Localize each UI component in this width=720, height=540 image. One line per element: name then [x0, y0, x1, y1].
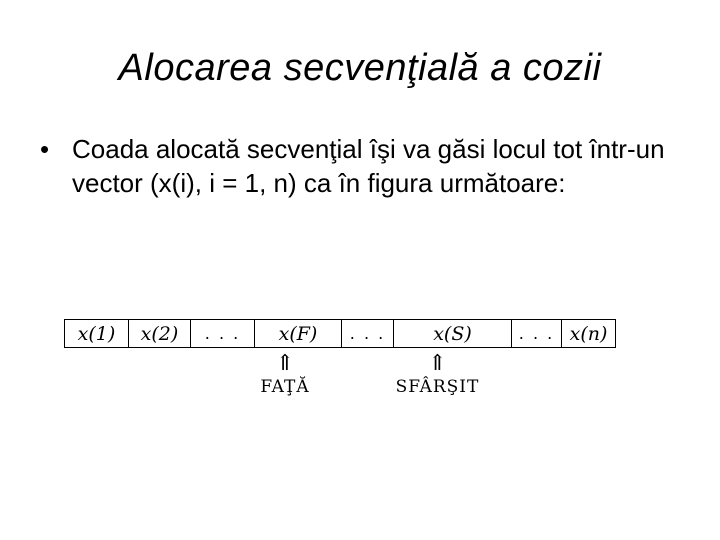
front-label: FAŢĂ	[260, 377, 310, 397]
rear-label: SFÂRŞIT	[395, 377, 480, 397]
vector-cell: x(n)	[569, 322, 608, 345]
vector-cell: x(1)	[65, 320, 129, 347]
slide-title: Alocarea secvenţială a cozii	[118, 47, 602, 89]
rear-pointer	[380, 352, 495, 398]
vector-cell-ellipsis: . . .	[191, 320, 255, 347]
bullet-marker: •	[40, 134, 50, 164]
front-pointer	[245, 352, 325, 398]
vector-cell-ellipsis: . . .	[512, 320, 562, 347]
vector-cell-ellipsis: . . .	[342, 320, 394, 347]
double-up-arrow-icon: ⇑	[428, 351, 447, 376]
queue-vector	[64, 319, 616, 348]
vector-cell-front: x(F)	[255, 320, 342, 347]
vector-cell: x(2)	[129, 320, 191, 347]
bullet-item	[40, 132, 680, 200]
vector-cell-rear: x(S)	[394, 320, 512, 347]
double-up-arrow-icon: ⇑	[275, 351, 295, 376]
bullet-list	[40, 132, 680, 200]
bullet-text: Coada alocată secvenţial îşi va găsi locul tot într-un vector (x(i), i = 1, n) ca în figura următoare:	[72, 134, 665, 198]
